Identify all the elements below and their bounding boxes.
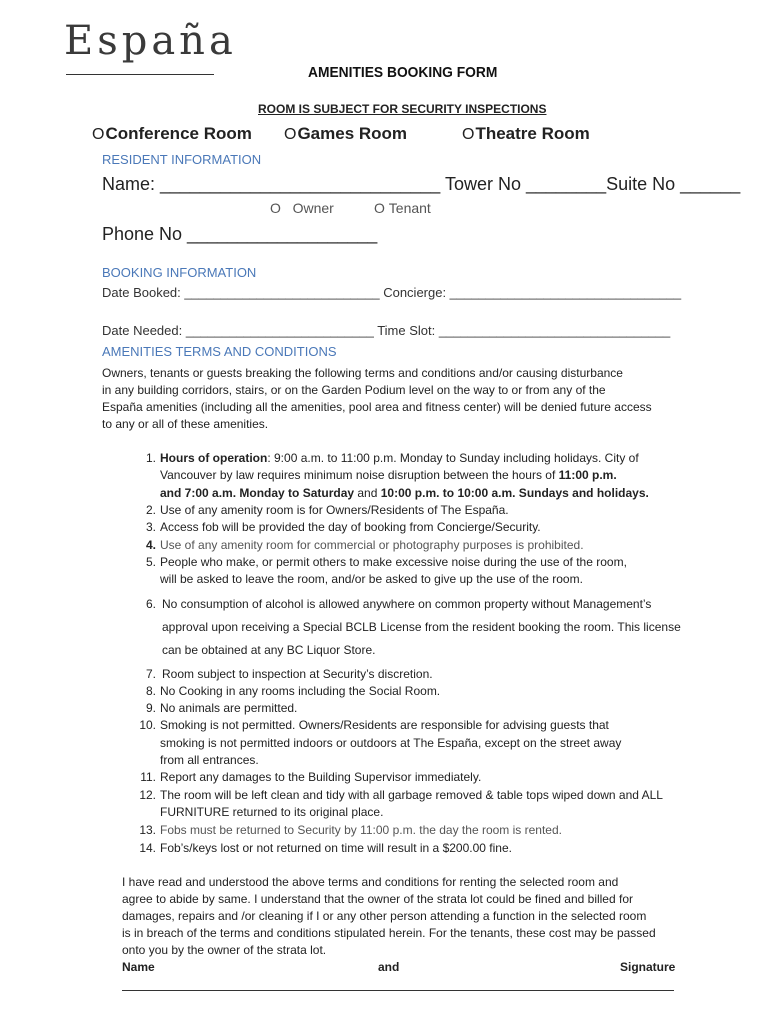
logo-underline <box>66 74 214 75</box>
theatre-radio[interactable]: O <box>462 126 475 143</box>
signature-line[interactable] <box>122 990 674 991</box>
terms-intro-1: Owners, tenants or guests breaking the following terms and conditions and/or causing disturbance <box>102 366 623 380</box>
date-booked-line[interactable]: Date Booked: ___________________________ Concierge: ________________________________ <box>102 285 682 300</box>
owner-label: Owner <box>292 200 334 216</box>
agreement-line-5: onto you by the owner of the strata lot. <box>122 943 327 957</box>
theatre-label: Theatre Room <box>475 124 590 143</box>
owner-radio[interactable]: O <box>270 200 281 216</box>
room-option-conference[interactable] <box>92 124 252 144</box>
name-label: Name <box>122 960 155 974</box>
room-option-theatre[interactable] <box>462 124 590 144</box>
games-radio[interactable]: O <box>284 126 297 143</box>
agreement-line-1: I have read and understood the above terms and conditions for renting the selected room and <box>122 875 619 889</box>
name-tower-suite-line[interactable]: Name: ____________________________ Tower No ________Suite No ______ <box>102 174 741 194</box>
terms-heading: AMENITIES TERMS AND CONDITIONS <box>102 344 337 359</box>
rules-list: 1. Hours of operation: 9:00 a.m. to 11:00 p.m. Monday to Sunday including holidays. City of Vancouver by law requires minimum noise disruption between the hours of 11:00 p.m. and 7:00 a.m. Monday to Saturday and 10:00 p.m. to 10:00 a.m. Sundays and holidays. 2. Use of any amenity room is for Owners/Residents of The España. 3. Access fob will be provided the day of booking from Concierge/Security. 4. Use of any amenity room for commercial or photography purposes is prohibited. 5. People who make, or permit others to make excessive noise during the use of the room, will be asked to leave the room, and/or be asked to give up the use of the room. 6. No consumption of alcohol is allowed anywhere on common property without Management’s approval upon receiving a Special BCLB License from the resident booking the room. This license can be obtained at any BC Liquor Store. 7. Room subject to inspection at Security’s discretion. 8. No Cooking in any rooms including the Social Room. 9. No animals are permitted. 10. Smoking is not permitted. Owners/Residents are responsible for advising guests that smoking is not permitted indoors or outdoors at The España, except on the street away from all entrances. 11. Report any damages to the Building Supervisor immediately. 12. The room will be left clean and tidy with all garbage removed & table tops wiped down and ALL FURNITURE returned to its original place. 13. Fobs must be returned to Security by 11:00 p.m. the day the room is rented. 14. Fob’s/keys lost or not returned on time will result in a $200.00 fine. <box>139 451 681 855</box>
form-subtitle: ROOM IS SUBJECT FOR SECURITY INSPECTIONS <box>258 102 547 116</box>
agreement-line-4: is in breach of the terms and conditions stipulated herein. For the tenants, these cost may be passed <box>122 926 656 940</box>
terms-intro-4: to any or all of these amenities. <box>102 417 269 431</box>
room-option-games[interactable] <box>284 124 407 144</box>
owner-option[interactable] <box>270 200 334 216</box>
tenant-label: Tenant <box>388 200 431 216</box>
terms-intro-2: in any building corridors, stairs, or on the Garden Podium level on the way to or from any of the <box>102 383 606 397</box>
tenant-radio[interactable]: O <box>374 200 385 216</box>
games-label: Games Room <box>297 124 408 143</box>
booking-heading: BOOKING INFORMATION <box>102 265 257 280</box>
date-needed-line[interactable]: Date Needed: __________________________ Time Slot: ________________________________ <box>102 323 671 338</box>
phone-line[interactable]: Phone No ___________________ <box>102 224 378 244</box>
tenant-option[interactable] <box>374 200 431 216</box>
signature-label: Signature <box>620 960 676 974</box>
form-title: AMENITIES BOOKING FORM <box>308 64 498 81</box>
conference-label: Conference Room <box>105 124 252 143</box>
agreement-line-3: damages, repairs and /or cleaning if I or any other person attending a function in the selected room <box>122 909 647 923</box>
and-label: and <box>378 960 400 974</box>
agreement-line-2: agree to abide by same. I understand that the owner of the strata lot could be fined and billed for <box>122 892 633 906</box>
resident-heading: RESIDENT INFORMATION <box>102 152 262 167</box>
conference-radio[interactable]: O <box>92 126 105 143</box>
espana-logo: España <box>64 18 237 64</box>
terms-intro-3: España amenities (including all the amenities, pool area and fitness center) will be denied future access <box>102 400 652 414</box>
